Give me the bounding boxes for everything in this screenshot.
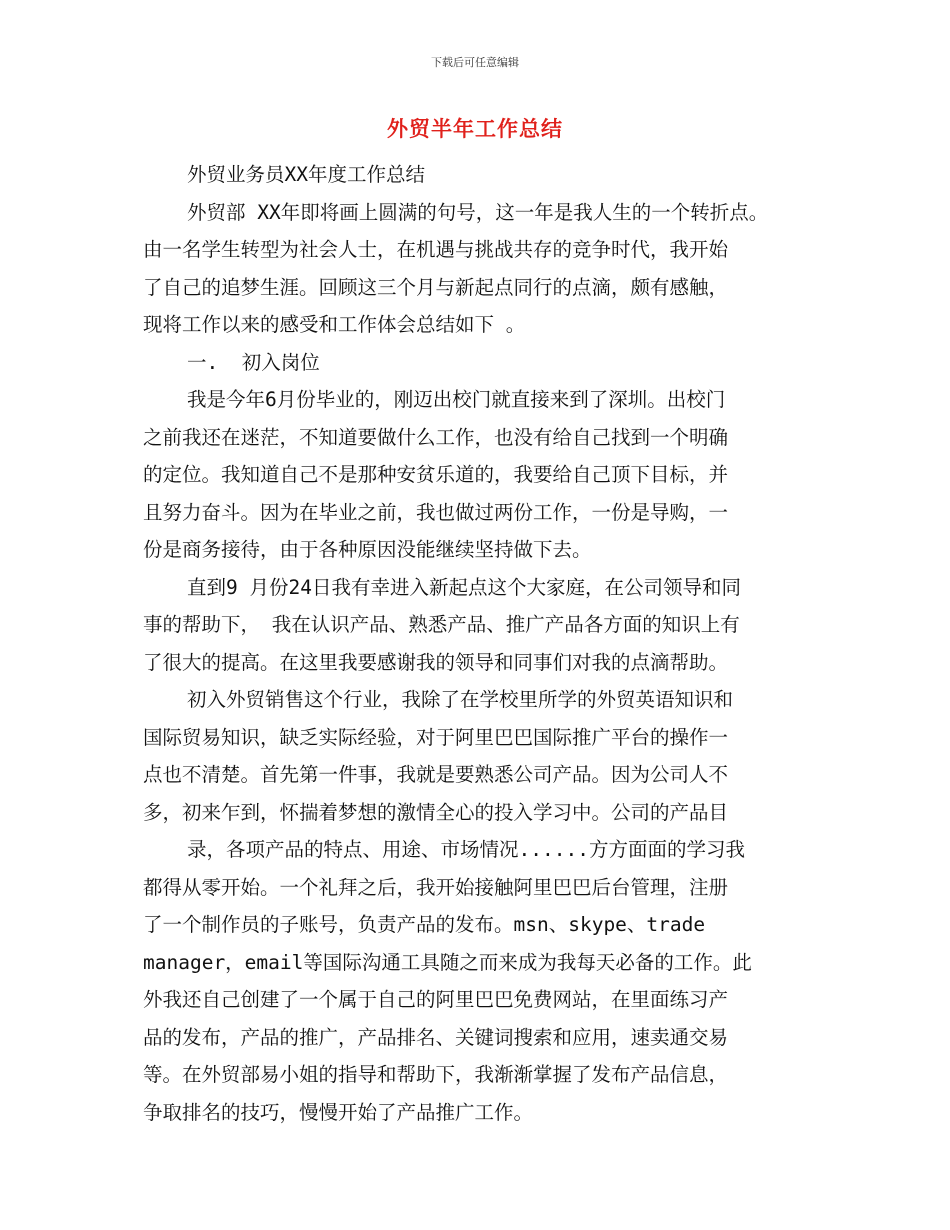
text-line: 现将工作以来的感受和工作体会总结如下 。 bbox=[143, 313, 526, 336]
text-line: 点也不清楚。首先第一件事，我就是要熟悉公司产品。因为公司人不 bbox=[143, 763, 729, 786]
text-line: 了很大的提高。在这里我要感谢我的领导和同事们对我的点滴帮助。 bbox=[143, 650, 729, 674]
text-line: 等。在外贸部易小姐的指导和帮助下，我渐渐掌握了发布产品信息， bbox=[143, 1063, 729, 1086]
text-line: 事的帮助下， 我在认识产品、熟悉产品、推广产品各方面的知识上有 bbox=[143, 613, 740, 636]
document-body bbox=[143, 156, 843, 1131]
document-title: 外贸半年工作总结 bbox=[387, 117, 563, 141]
text-line: 外贸业务员XX年度工作总结 bbox=[187, 163, 425, 186]
text-line: 且努力奋斗。因为在毕业之前，我也做过两份工作，一份是导购，一 bbox=[143, 500, 729, 524]
text-line: 了一个制作员的子账号，负责产品的发布。msn、skype、trade bbox=[143, 913, 706, 936]
text-line: 多，初来乍到，怀揣着梦想的激情全心的投入学习中。公司的产品目 bbox=[143, 800, 729, 824]
text-line: 我是今年6月份毕业的，刚迈出校门就直接来到了深圳。出校门 bbox=[187, 388, 726, 411]
text-line: 争取排名的技巧，慢慢开始了产品推广工作。 bbox=[143, 1100, 534, 1124]
text-line: 国际贸易知识，缺乏实际经验，对于阿里巴巴国际推广平台的操作一 bbox=[143, 725, 729, 749]
text-line: manager，email等国际沟通工具随之而来成为我每天必备的工作。此 bbox=[143, 950, 752, 974]
text-line: 由一名学生转型为社会人士，在机遇与挑战共存的竞争时代，我开始 bbox=[143, 238, 729, 261]
text-line: 直到9 月份24日我有幸进入新起点这个大家庭，在公司领导和同 bbox=[187, 575, 741, 599]
header-note: 下载后可任意编辑 bbox=[431, 56, 519, 69]
text-line: 一. 初入岗位 bbox=[187, 350, 320, 374]
text-line: 都得从零开始。一个礼拜之后，我开始接触阿里巴巴后台管理，注册 bbox=[143, 875, 729, 899]
text-line: 录，各项产品的特点、用途、市场情况......方方面面的学习我 bbox=[187, 838, 745, 861]
text-line: 的定位。我知道自己不是那种安贫乐道的，我要给自己顶下目标，并 bbox=[143, 463, 729, 486]
text-line: 外贸部 XX年即将画上圆满的句号，这一年是我人生的一个转折点。 bbox=[187, 200, 769, 224]
text-line: 外我还自己创建了一个属于自己的阿里巴巴免费网站，在里面练习产 bbox=[143, 988, 729, 1011]
text-line: 之前我还在迷茫，不知道要做什么工作，也没有给自己找到一个明确 bbox=[143, 425, 729, 449]
text-line: 份是商务接待，由于各种原因没能继续坚持做下去。 bbox=[143, 538, 592, 561]
text-line: 品的发布，产品的推广，产品排名、关键词搜索和应用，速卖通交易 bbox=[143, 1025, 729, 1049]
text-line: 了自己的追梦生涯。回顾这三个月与新起点同行的点滴，颇有感触， bbox=[143, 275, 729, 299]
text-line: 初入外贸销售这个行业，我除了在学校里所学的外贸英语知识和 bbox=[187, 688, 734, 711]
